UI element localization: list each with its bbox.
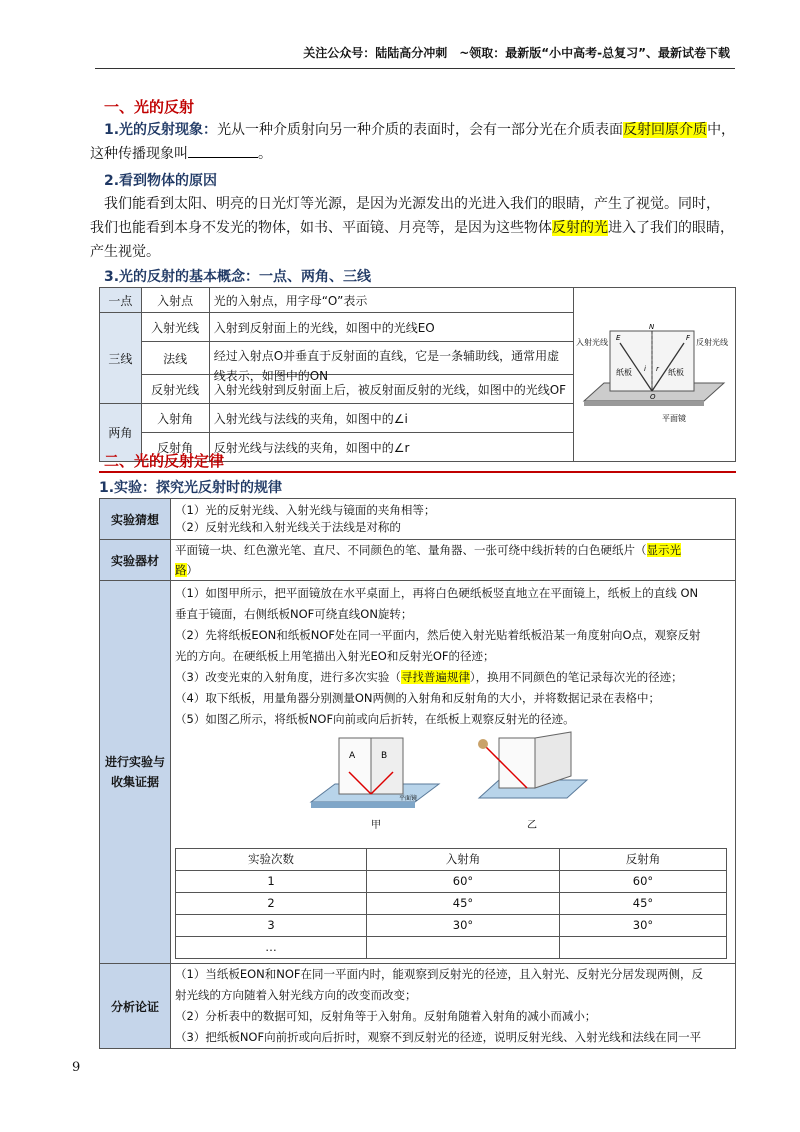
term-cell: 入射光线 xyxy=(141,313,209,342)
subtitle-concepts: 3.光的反射的基本概念：一点、两角、三线 xyxy=(104,269,372,285)
proc-4: （4）取下纸板，用量角器分别测量ON两侧的入射角和反射角的大小，并将数据记录在表格中； xyxy=(175,691,660,705)
cell xyxy=(367,937,560,959)
proc-3 xyxy=(175,667,731,688)
label-r: r xyxy=(656,365,660,373)
proc-3b: ），换用不同颜色的笔记录每次光的径迹； xyxy=(469,670,683,684)
board-a-yi xyxy=(499,738,535,788)
table-row xyxy=(176,893,727,915)
fig-label-yi: 乙 xyxy=(527,820,537,831)
mirror-edge xyxy=(584,401,704,406)
analysis-cell xyxy=(171,964,736,1049)
proc-1b: 垂直于镜面，右侧纸板NOF可绕直线ON旋转； xyxy=(175,607,413,621)
label-procedure: 进行实验与收集证据 xyxy=(100,581,171,964)
cell: 1 xyxy=(176,871,367,893)
para-reflection-phenomenon xyxy=(104,118,744,142)
highlight-text: 路 xyxy=(175,563,187,577)
mirror-edge xyxy=(311,802,415,808)
data-table xyxy=(175,848,727,959)
proc-5: （5）如图乙所示，将纸板NOF向前或向后折转，在纸板上观察反射光的径迹。 xyxy=(175,712,575,726)
para-text-end: 中， xyxy=(707,122,736,138)
highlight-text: 寻找普遍规律 xyxy=(400,670,470,684)
label-guess: 实验猜想 xyxy=(100,499,171,540)
term-cell: 法线 xyxy=(141,342,209,375)
cell: 45° xyxy=(367,893,560,915)
para-why-line2 xyxy=(90,216,734,240)
label-board-a: 纸板 xyxy=(616,368,633,377)
desc-cell-normal xyxy=(209,342,574,383)
fig-label-B: B xyxy=(381,751,388,761)
page-number: 9 xyxy=(72,1060,81,1075)
anal-3: （3）把纸板NOF向前折或向后折时，观察不到反射光的径迹，说明反射光线、入射光线和法线在同一平 xyxy=(175,1030,702,1044)
desc-cell: 入射光线射到反射面上后，被反射面反射的光线，如图中的光线OF xyxy=(209,375,574,404)
desc-cell: 入射到反射面上的光线，如图中的光线EO xyxy=(209,313,574,342)
desc-text: 经过入射点O并垂直于反射面的直线，它是一条辅助线，通常用虚 xyxy=(213,349,560,363)
guess-1: （1）光的反射光线、入射光线与镜面的夹角相等； xyxy=(175,503,436,517)
highlight-text: 反射的光 xyxy=(552,220,608,236)
para-why-line3: 产生视觉。 xyxy=(90,244,160,260)
col-header: 反射角 xyxy=(560,849,727,871)
reflection-diagram xyxy=(574,293,732,453)
desc-cell: 入射光线与法线的夹角，如图中的∠i xyxy=(209,404,574,433)
label-board-b: 纸板 xyxy=(668,368,685,377)
fill-blank[interactable] xyxy=(188,143,258,158)
procedure-cell xyxy=(171,581,736,964)
equip-end: ） xyxy=(186,563,198,577)
highlight-text: 显示光 xyxy=(646,543,681,557)
cell: … xyxy=(176,937,367,959)
group-three-lines: 三线 xyxy=(100,313,142,404)
proc-1a: （1）如图甲所示，把平面镜放在水平桌面上，再将白色硬纸板竖直地立在平面镜上，纸板上的直线 ON xyxy=(175,586,699,600)
experiment-figures xyxy=(175,730,731,848)
cell: 30° xyxy=(367,915,560,937)
para-text: 这种传播现象叫 xyxy=(90,146,188,162)
label-analysis: 分析论证 xyxy=(100,964,171,1049)
fig-label-jia: 甲 xyxy=(371,820,381,831)
figure-yi xyxy=(471,732,591,844)
para-label: 1.光的反射现象： xyxy=(104,122,218,138)
term-cell: 入射点 xyxy=(141,288,209,313)
board-b-jia xyxy=(371,738,403,794)
label-incident: 入射光线 xyxy=(576,338,609,347)
group-one-point: 一点 xyxy=(100,288,142,313)
para-text: 我们也能看到本身不发光的物体，如书、平面镜、月亮等，是因为这些物体 xyxy=(90,220,552,236)
cell: 30° xyxy=(560,915,727,937)
table-row xyxy=(176,871,727,893)
table-row xyxy=(176,915,727,937)
equip-text: 平面镜一块、红色激光笔、直尺、不同颜色的笔、量角器、一张可绕中线折转的白色硬纸片（ xyxy=(175,543,647,557)
label-F: F xyxy=(686,334,691,342)
section-title-reflection: 一、光的反射 xyxy=(104,98,195,116)
para-text: 光从一种介质射向另一种介质的表面时，会有一部分光在介质表面 xyxy=(217,122,624,138)
label-i: i xyxy=(644,365,647,373)
col-header: 实验次数 xyxy=(176,849,367,871)
proc-3a: （3）改变光束的入射角度，进行多次实验（ xyxy=(175,670,401,684)
label-equipment: 实验器材 xyxy=(100,540,171,581)
figure-jia xyxy=(305,732,445,844)
concept-table xyxy=(99,287,736,462)
group-two-angles: 两角 xyxy=(100,404,142,462)
para-line2 xyxy=(90,142,272,166)
guess-cell xyxy=(171,499,736,540)
anal-1b: 射光线的方向随着入射光线方向的改变而改变； xyxy=(175,988,417,1002)
subtitle-why-see: 2.看到物体的原因 xyxy=(104,173,218,189)
term-cell: 反射光线 xyxy=(141,375,209,404)
cell: 45° xyxy=(560,893,727,915)
label-mirror: 平面镜 xyxy=(662,414,687,423)
proc-2a: （2）先将纸板EON和纸板NOF处在同一平面内，然后使入射光贴着纸板沿某一角度射向O点，观察反射 xyxy=(175,628,701,642)
label-N: N xyxy=(649,323,655,331)
term-cell: 反射角 xyxy=(141,433,209,462)
concept-figure-cell xyxy=(574,288,736,462)
anal-2: （2）分析表中的数据可知，反射角等于入射角。反射角随着入射角的减小而减小； xyxy=(175,1009,597,1023)
experiment-table xyxy=(99,498,736,1049)
anal-1a: （1）当纸板EON和NOF在同一平面内时，能观察到反射光的径迹，且入射光、反射光分居发现两侧，反 xyxy=(175,967,704,981)
header-rule xyxy=(95,68,735,69)
highlight-text: 反射回原介质 xyxy=(623,122,708,138)
label-reflect: 反射光线 xyxy=(696,338,729,347)
label-E: E xyxy=(616,334,621,342)
table-header-row xyxy=(176,849,727,871)
section-title-law: 二、光的反射定律 xyxy=(104,452,225,470)
subtitle-experiment: 1.实验：探究光反射时的规律 xyxy=(99,480,283,496)
fig-label-A: A xyxy=(349,751,356,761)
proc-2b: 光的方向。在硬纸板上用笔描出入射光EO和反射光OF的径迹； xyxy=(175,649,495,663)
laser-pointer-icon xyxy=(478,739,488,749)
label-O: O xyxy=(650,393,656,401)
para-text: 进入了我们的眼睛， xyxy=(608,220,734,236)
equipment-cell xyxy=(171,540,736,581)
desc-cell: 反射光线与法线的夹角，如图中的∠r xyxy=(209,433,574,462)
term-cell: 入射角 xyxy=(141,404,209,433)
cell xyxy=(560,937,727,959)
col-header: 入射角 xyxy=(367,849,560,871)
para-why-line1: 我们能看到太阳、明亮的日光灯等光源，是因为光源发出的光进入我们的眼睛，产生了视觉。同时， xyxy=(104,196,720,212)
section-rule xyxy=(99,471,736,473)
desc-text-2: 线表示，如图中的ON xyxy=(213,369,329,383)
guess-2: （2）反射光线和入射光线关于法线是对称的 xyxy=(175,520,401,534)
page-header: 关注公众号：陆陆高分冲刺 ~领取：最新版“小中高考-总复习”、最新试卷下载 xyxy=(303,46,730,60)
cell: 3 xyxy=(176,915,367,937)
para-text-end: 。 xyxy=(258,146,272,162)
cell: 2 xyxy=(176,893,367,915)
cell: 60° xyxy=(560,871,727,893)
desc-cell: 光的入射点，用字母“O”表示 xyxy=(209,288,574,313)
cell: 60° xyxy=(367,871,560,893)
fig-label-mirror: 平面镜 xyxy=(399,795,418,802)
board-a-jia xyxy=(339,738,371,794)
table-row xyxy=(176,937,727,959)
